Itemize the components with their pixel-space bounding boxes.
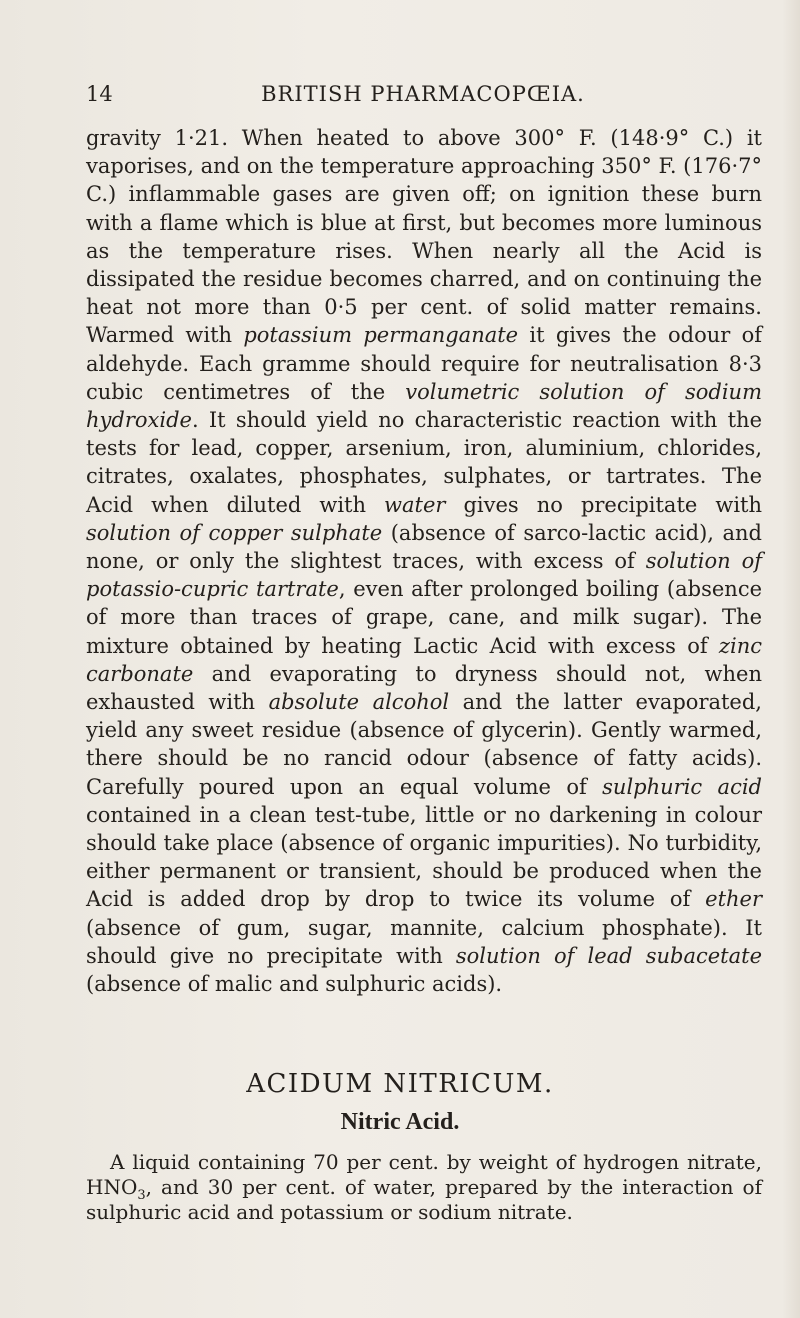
italic-run: solution of lead subacetate [455,943,762,968]
text-run: gives no precipitate with [445,492,763,517]
text-run: (absence of malic and sulphuric acids). [86,972,503,997]
italic-run: zinc carbonate [86,633,762,686]
body-paragraph [86,124,762,998]
formula-subscript: 3 [137,1188,146,1203]
text-run: and evaporating to dryness should not, when exhausted with [86,661,762,715]
italic-run: potassium permanganate [243,323,519,348]
running-head: BRITISH PHARMACOPŒIA. [261,82,585,106]
section-title: ACIDUM NITRICUM. [246,1069,554,1099]
italic-run: absolute alcohol [268,690,450,715]
page-header [86,82,760,112]
italic-run: water [384,492,446,517]
italic-run: ether [705,887,762,912]
text-run: gravity 1·21. When heated to above 300° F. (148·9° C.) it vaporises, and on the temperature approaching 350° F. (176·7° C.) inflammable gases are given off; on ignition these burn with a flame which is blue at first, but becomes more luminous as the temperature rises. When nearly all the Acid is dissipated the residue becomes charred, and on continuing the heat not more than 0·5 per cent. of solid matter remains. Warmed with [86,126,762,348]
italic-run: sulphuric acid [602,774,762,799]
definition-text-end: , and 30 per cent. of water, prepared by the interaction of sulphuric acid and potassium or sodium nitrate. [86,1175,762,1224]
text-run: , even after prolonged boiling (absence of more than traces of grape, cane, and milk sugar). The mixture obtained by heating Lactic Acid with excess of [86,577,763,658]
italic-run: volumetric solution of sodium hydroxide [86,379,762,433]
text-run: (absence of sarco-lactic acid), and none, or only the slightest traces, with excess of [86,520,762,574]
text-run: and the latter evaporated, yield any sweet residue (absence of glycerin). Gently warmed, there should be no rancid odour (absence of fatty acids). Carefully poured upon an equal volume of [86,690,762,799]
italic-run: solution of potassio-cupric tartrate [86,549,763,602]
text-run: . It should yield no characteristic reaction with the tests for lead, copper, arsenium, iron, aluminium, chlorides, citrates, oxalates, phosphates, sulphates, or tartrates. The Acid when diluted with [86,408,762,517]
text-run: it gives the odour of aldehyde. Each gramme should require for neutralisation 8·3 cubic centimetres of the [86,323,763,404]
text-run: contained in a clean test-tube, little or no darkening in colour should take place (absence of organic impurities). No turbidity, either permanent or transient, should be produced when the Acid is added drop by drop to twice its volume of [86,802,762,912]
italic-run: solution of copper sulphate [86,520,383,545]
section-subtitle: Nitric Acid. [340,1109,460,1135]
page-number: 14 [86,82,113,106]
lactic-acid-tests-paragraph [86,124,762,998]
nitric-acid-definition [86,1150,762,1225]
definition-text-start: A liquid containing 70 per cent. by weight of hydrogen nitrate, HNO [86,1150,762,1199]
page-edge-shadow [782,0,800,1318]
text-run: (absence of gum, sugar, mannite, calcium phosphate). It should give no precipitate with [86,915,762,968]
